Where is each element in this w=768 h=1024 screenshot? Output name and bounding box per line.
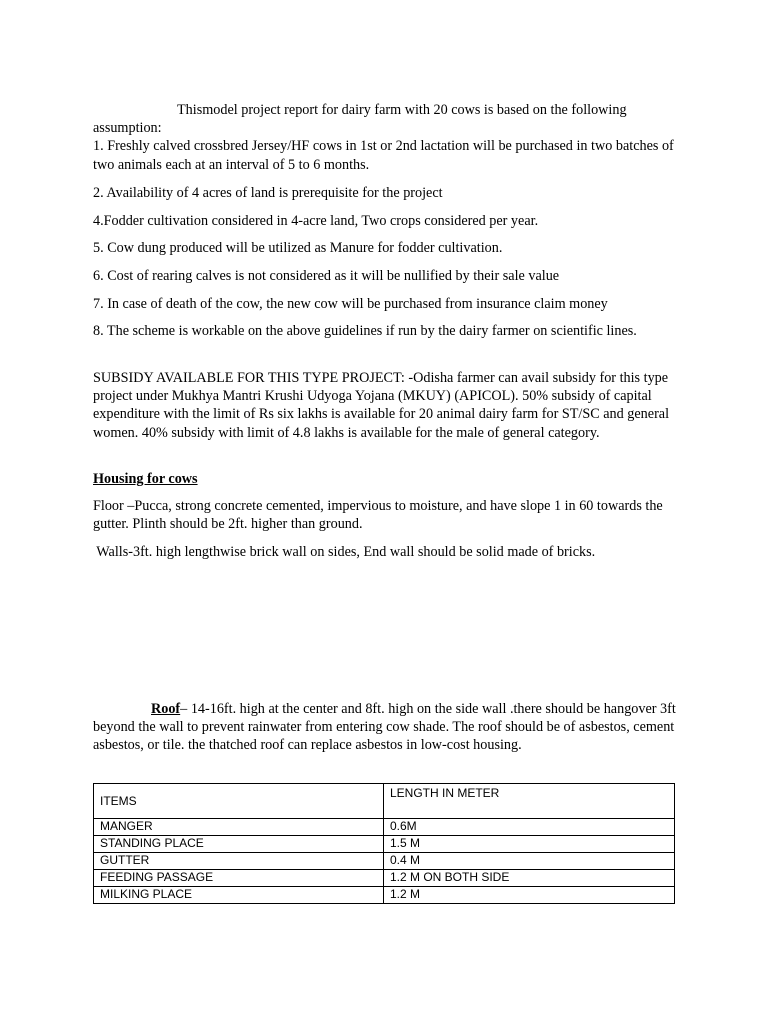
table-header-row (94, 784, 675, 819)
floor-paragraph: Floor –Pucca, strong concrete cemented, impervious to moisture, and have slope 1 in 60 towards the gutter. Plinth should be 2ft. higher than ground. (93, 498, 663, 533)
table-row (94, 853, 675, 870)
table-row (94, 836, 675, 853)
table-row (94, 887, 675, 904)
housing-dimensions-table (93, 783, 675, 904)
length-cell: 1.2 M ON BOTH SIDE (384, 870, 675, 887)
roof-label: Roof (151, 701, 181, 717)
length-cell: 1.5 M (384, 836, 675, 853)
column-header-items: ITEMS (94, 784, 384, 819)
length-cell: 0.6M (384, 819, 675, 836)
item-cell: MANGER (94, 819, 384, 836)
subsidy-paragraph: SUBSIDY AVAILABLE FOR THIS TYPE PROJECT: -Odisha farmer can avail subsidy for this type project under Mukhya Mantri Krushi Udyoga Yojana (MKUY) (APICOL). 50% subsidy of capital expenditure with the limit of Rs six lakhs is available for 20 animal dairy farm for ST/SC and general women. 40% subsidy with limit of 4.8 lakhs is available for the male of general category. (93, 370, 670, 441)
item-cell: GUTTER (94, 853, 384, 870)
length-cell: 1.2 M (384, 887, 675, 904)
roof-paragraph (93, 700, 683, 755)
table-row (94, 819, 675, 836)
assumption-2: 2. Availability of 4 acres of land is prerequisite for the project (93, 185, 443, 201)
item-cell: MILKING PLACE (94, 887, 384, 904)
intro-paragraph (93, 101, 683, 174)
length-cell: 0.4 M (384, 853, 675, 870)
roof-text: – 14-16ft. high at the center and 8ft. high on the side wall .there should be hangover 3ft beyond the wall to prevent rainwater from entering cow shade. The roof should be of asbestos, cement asbestos, or tile. the thatched roof can replace asbestos in low-cost housing. (93, 701, 676, 754)
item-cell: STANDING PLACE (94, 836, 384, 853)
assumption-7: 7. In case of death of the cow, the new cow will be purchased from insurance claim money (93, 296, 608, 312)
housing-heading: Housing for cows (93, 471, 198, 487)
intro-text: Thismodel project report for dairy farm with 20 cows is based on the following assumption: (93, 102, 627, 137)
assumption-6: 6. Cost of rearing calves is not considered as it will be nullified by their sale value (93, 268, 560, 284)
walls-paragraph: Walls-3ft. high lengthwise brick wall on sides, End wall should be solid made of bricks. (93, 544, 596, 560)
assumption-8: 8. The scheme is workable on the above guidelines if run by the dairy farmer on scientific lines. (93, 323, 637, 339)
table-row (94, 870, 675, 887)
item-cell: FEEDING PASSAGE (94, 870, 384, 887)
assumption-1: 1. Freshly calved crossbred Jersey/HF cows in 1st or 2nd lactation will be purchased in two batches of two animals each at an interval of 5 to 6 months. (93, 138, 674, 173)
assumption-4: 4.Fodder cultivation considered in 4-acre land, Two crops considered per year. (93, 213, 539, 229)
column-header-length: LENGTH IN METER (384, 784, 675, 819)
assumption-5: 5. Cow dung produced will be utilized as Manure for fodder cultivation. (93, 240, 503, 256)
